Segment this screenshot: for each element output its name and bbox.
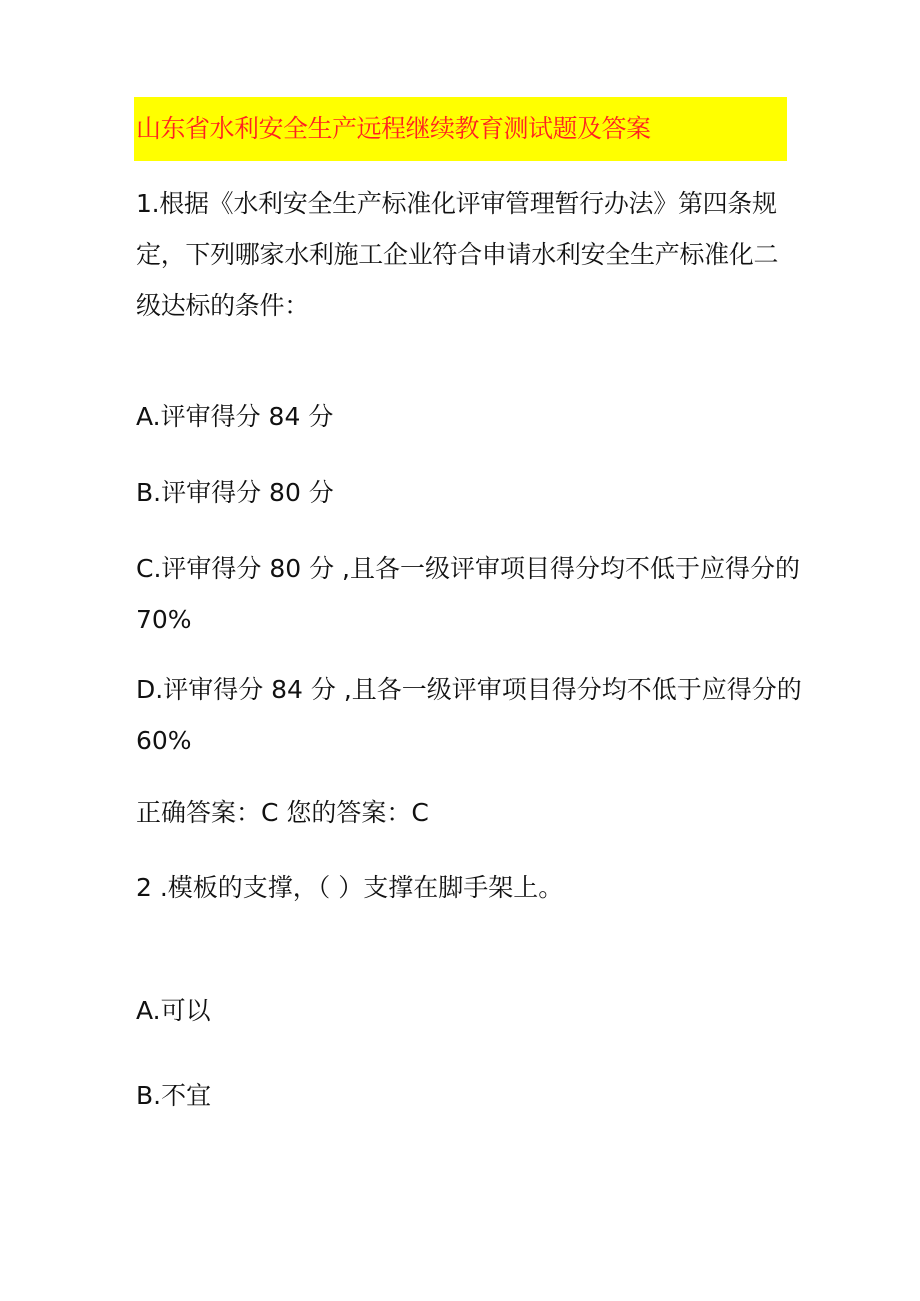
- document-title: 山东省水利安全生产远程继续教育测试题及答案: [136, 114, 651, 143]
- option-c-line: 70%: [136, 605, 192, 634]
- question-1-option-c: [136, 543, 800, 645]
- question-1-answer: 正确答案：C 您的答案：C: [136, 798, 429, 827]
- question-1-option-a: A.评审得分 84 分: [136, 402, 334, 431]
- option-d-line: D.评审得分 84 分 ,且各一级评审项目得分均不低于应得分的: [136, 675, 802, 704]
- question-1-option-d: [136, 664, 802, 766]
- question-2-option-b: B.不宜: [136, 1081, 212, 1110]
- option-c-line: C.评审得分 80 分 ,且各一级评审项目得分均不低于应得分的: [136, 554, 801, 583]
- option-d-line: 60%: [136, 726, 192, 755]
- question-1-stem: [136, 178, 788, 331]
- question-1-stem-line: 定，下列哪家水利施工企业符合申请水利安全生产标准化二: [136, 240, 779, 269]
- question-1-stem-line: 1.根据《水利安全生产标准化评审管理暂行办法》第四条规: [136, 189, 777, 218]
- question-2-stem: 2 .模板的支撑，（ ）支撑在脚手架上。: [136, 873, 564, 902]
- question-1-stem-line: 级达标的条件：: [136, 291, 309, 320]
- question-2-option-a: A.可以: [136, 996, 211, 1025]
- question-1-option-b: B.评审得分 80 分: [136, 478, 334, 507]
